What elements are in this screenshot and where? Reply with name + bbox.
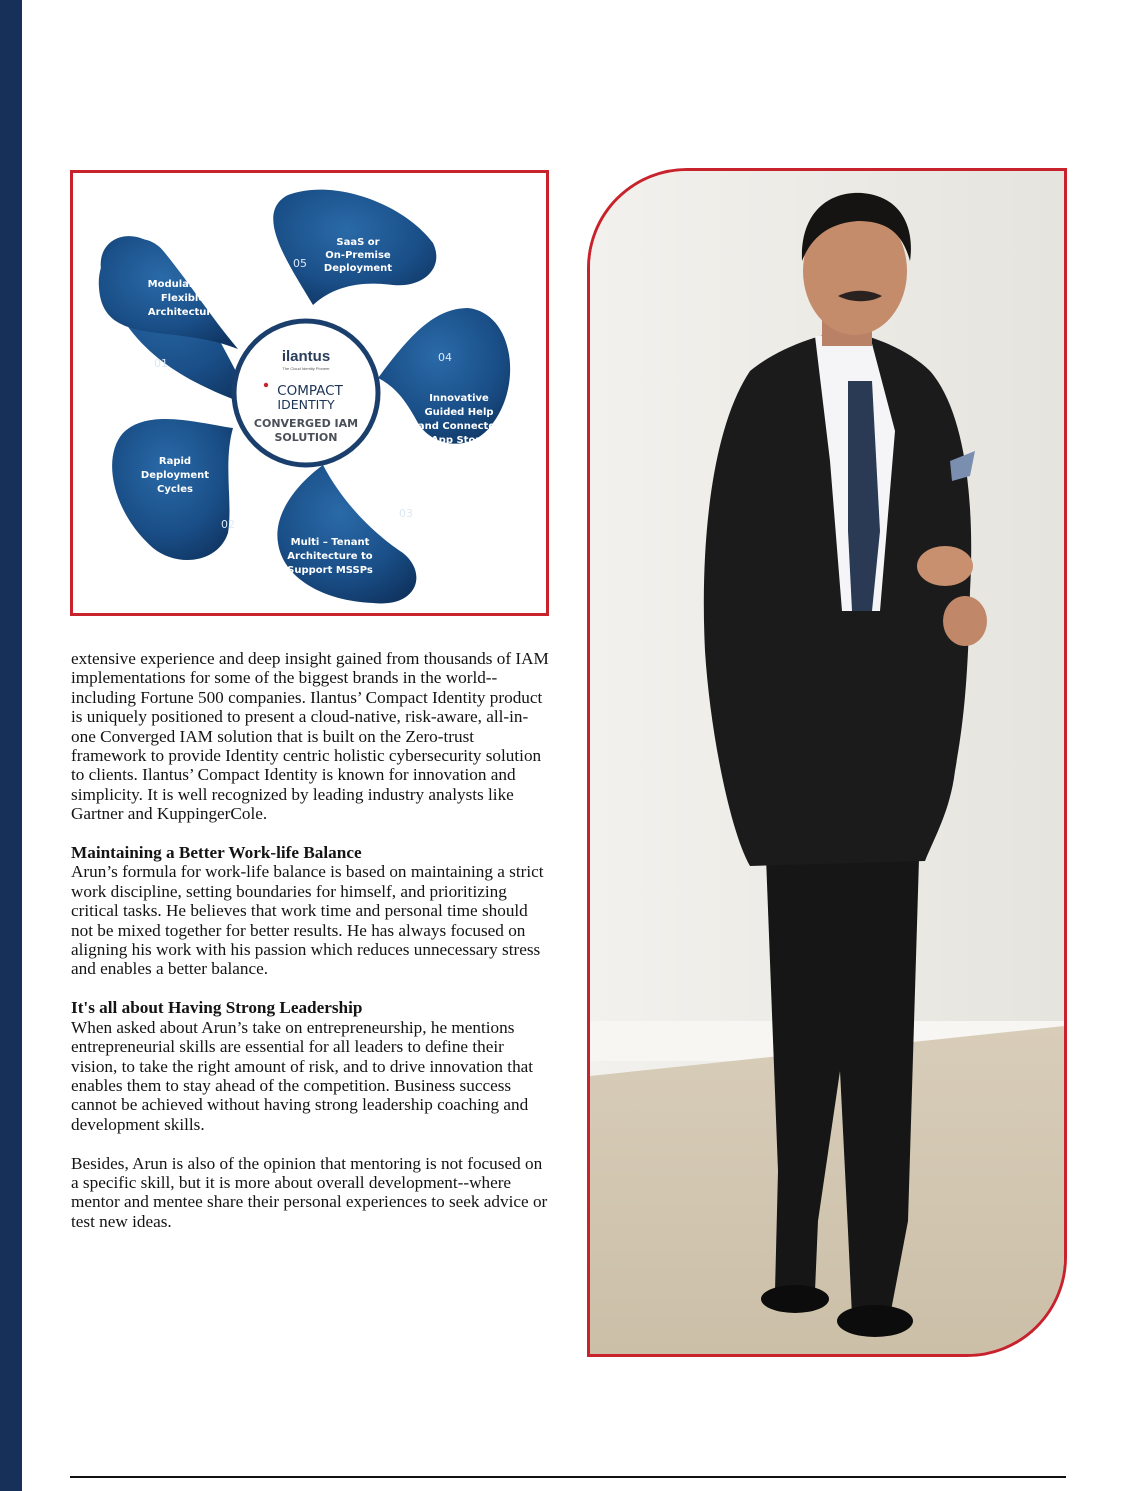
portrait-photo: [587, 168, 1067, 1357]
mentoring-paragraph: Besides, Arun is also of the opinion that mentoring is not focused on a specific skill, but it is more about overall development--where mentor and mentee share their personal experiences to seek advice or test new ideas.: [71, 1153, 548, 1231]
center-line1: COMPACT: [277, 383, 343, 399]
section-heading-leadership: It's all about Having Strong Leadership: [71, 998, 363, 1018]
ilantus-logo: ilantus: [281, 348, 331, 365]
petal-04-line3: and Connector: [417, 421, 501, 432]
petal-01-line2: Flexible: [160, 293, 206, 304]
petal-01-number: 01: [154, 357, 168, 370]
petal-03-shape: [277, 465, 416, 603]
right-hand: [943, 596, 987, 646]
petal-05-number: 05: [293, 257, 307, 270]
left-accent-bar: [0, 0, 22, 1491]
petal-01-line3: Architecture: [147, 307, 219, 318]
petal-05-line3: Deployment: [323, 263, 393, 274]
center-line3: CONVERGED IAM: [253, 417, 359, 430]
compact-identity-diagram: [70, 170, 549, 616]
article-body: [71, 649, 551, 1251]
petal-03-line3: Support MSSPs: [287, 565, 373, 576]
petal-02-line3: Cycles: [157, 484, 193, 495]
petal-03-number: 03: [399, 507, 413, 520]
petal-04-line1: Innovative: [429, 393, 489, 404]
petal-04-number: 04: [438, 351, 452, 364]
petal-02-line1: Rapid: [158, 456, 192, 467]
petal-03-line2: Architecture to: [287, 551, 373, 562]
petal-04-line4: App Store: [430, 435, 488, 446]
left-shoe: [761, 1285, 829, 1313]
petal-03-line1: Multi – Tenant: [290, 537, 370, 548]
petal-05-line1: SaaS or: [336, 237, 380, 248]
petal-02-number: 02: [221, 518, 235, 531]
center-line2: IDENTITY: [277, 397, 335, 412]
left-hand: [917, 546, 973, 586]
ilantus-tagline: The Cloud Identity Pioneer: [282, 366, 330, 371]
section-heading-work-life: Maintaining a Better Work-life Balance: [71, 843, 362, 863]
petal-05-line2: On-Premise: [325, 250, 391, 261]
center-line4: SOLUTION: [274, 431, 338, 444]
petal-01-line1: Modular and: [147, 279, 219, 290]
logo-dot: [264, 383, 268, 387]
right-shoe: [837, 1305, 913, 1337]
leadership-paragraph: When asked about Arun’s take on entrepreneurship, he mentions entrepreneurial skills are essential for all leaders to define their vision, to take the right amount of risk, and to drive innovation that enables them to stay ahead of the competition. Business success cannot be achieved without having strong leadership coaching and development skills.: [71, 1017, 534, 1134]
intro-paragraph: extensive experience and deep insight gained from thousands of IAM implementations for some of the biggest brands in the world--including Fortune 500 companies. Ilantus’ Compact Identity product is uniquely positioned to present a cloud-native, risk-aware, all-in-one Converged IAM solution that is built on the Zero-trust framework to provide Identity centric holistic cybersecurity solution to clients. Ilantus’ Compact Identity is known for innovation and simplicity. It is well recognized by leading industry analysts like Gartner and KuppingerCole.: [71, 649, 549, 824]
footer-divider: [70, 1476, 1066, 1478]
petal-04-line2: Guided Help: [424, 407, 494, 418]
work-life-paragraph: Arun’s formula for work-life balance is based on maintaining a strict work discipline, setting boundaries for himself, and prioritizing critical tasks. He believes that work time and personal time should not be mixed together for better results. He has always focused on aligning his work with his passion which reduces unnecessary stress and enables a better balance.: [71, 862, 544, 979]
petal-02-line2: Deployment: [140, 470, 210, 481]
